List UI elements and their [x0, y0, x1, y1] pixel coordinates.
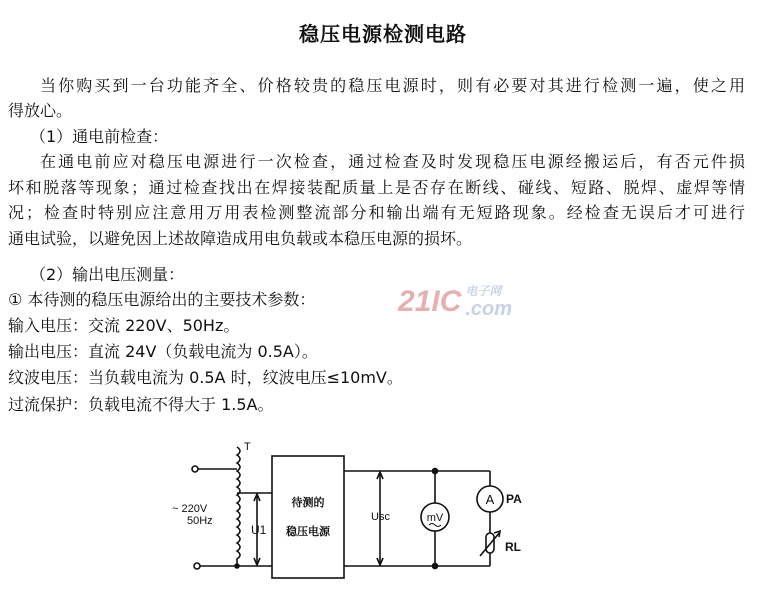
ammeter-label: A: [485, 492, 495, 507]
box-label-line1: 待测的: [291, 497, 325, 509]
spec-item: 输出电压：直流 24V（负载电流为 0.5A）。: [8, 342, 318, 361]
watermark-main: 21IC: [398, 285, 462, 318]
junction-dot: [433, 564, 438, 569]
paragraph-line: 在通电前应对稳压电源进行一次检查，通过检查及时发现稳压电源经搬运后，有否元件损: [40, 152, 745, 171]
paragraph-line: 坏和脱落等现象；通过检查找出在焊接装配质量上是否存在断线、碰线、短路、脱焊、虚焊等情: [8, 178, 745, 197]
box-label-line2: 稳压电源: [286, 526, 330, 538]
page-title: 稳压电源检测电路: [299, 22, 467, 46]
input-terminal-top: [192, 466, 198, 472]
junction-dot: [235, 564, 239, 568]
transformer-label: T: [244, 441, 251, 453]
paragraph-line: 得放心。: [8, 101, 73, 120]
spec-item: 纹波电压：当负载电流为 0.5A 时，纹波电压≤10mV。: [8, 368, 403, 387]
u1-label: U1: [251, 523, 267, 537]
section-heading: （1）通电前检查：: [30, 127, 169, 146]
pa-label: PA: [506, 492, 522, 506]
source-voltage-label: ~ 220V: [172, 503, 208, 515]
source-frequency-label: 50Hz: [187, 515, 213, 527]
watermark-com: .com: [465, 298, 513, 320]
input-terminal-bottom: [194, 563, 200, 569]
usc-label: Usc: [371, 511, 390, 523]
transformer-coil: [237, 447, 240, 566]
junction-dot: [433, 469, 438, 474]
millivoltmeter-label: mV: [426, 512, 444, 524]
paragraph-line: 当你购买到一台功能齐全、价格较贵的稳压电源时，则有必要对其进行检测一遍，使之用: [40, 76, 745, 95]
spec-item: 输入电压：交流 220V、50Hz。: [8, 316, 240, 335]
spec-intro: ① 本待测的稳压电源给出的主要技术参数：: [8, 290, 316, 309]
rl-label: RL: [505, 540, 521, 554]
paragraph-line: 通电试验，以避免因上述故障造成用电负载或本稳压电源的损坏。: [8, 229, 473, 248]
section-heading: （2）输出电压测量：: [30, 265, 185, 284]
spec-item: 过流保护：负载电流不得大于 1.5A。: [8, 395, 274, 414]
paragraph-line: 况；检查时特别应注意用万用表检测整流部分和输出端有无短路现象。经检查无误后才可进行: [8, 203, 745, 222]
regulator-box: [272, 456, 344, 578]
watermark-cn: 电子网: [465, 284, 502, 298]
